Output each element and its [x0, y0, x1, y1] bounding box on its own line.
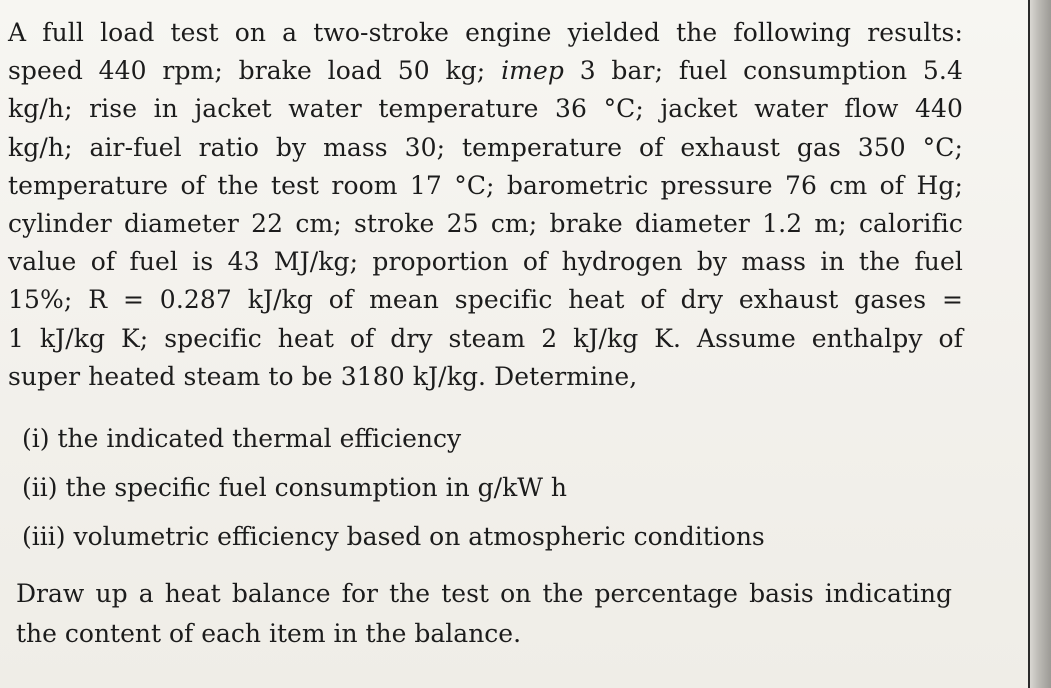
problem-line: value of fuel is 43 MJ/kg; proportion of hydrogen by mass in the fuel [8, 247, 963, 277]
footer-line: the content of each item in the balance. [16, 619, 522, 648]
part-i: (i) the indicated thermal efficiency [22, 424, 462, 453]
part-ii: (ii) the specific fuel consumption in g/kW h [22, 473, 567, 502]
problem-line: speed 440 rpm; brake load 50 kg; imep 3 bar; fuel consumption 5.4 [8, 56, 963, 86]
page-edge-shadow [1028, 0, 1051, 688]
problem-line: super heated steam to be 3180 kJ/kg. Determine, [8, 361, 638, 391]
problem-line: 1 kJ/kg K; specific heat of dry steam 2 kJ/kg K. Assume enthalpy of [8, 323, 963, 353]
footer-line: Draw up a heat balance for the test on the percentage basis indicating [16, 579, 952, 608]
question-parts [22, 414, 765, 561]
problem-line: kg/h; rise in jacket water temperature 36 °C; jacket water flow 440 [8, 94, 963, 124]
heat-balance-instruction [16, 574, 952, 654]
part-iii: (iii) volumetric efficiency based on atmospheric conditions [22, 522, 765, 551]
problem-line: cylinder diameter 22 cm; stroke 25 cm; brake diameter 1.2 m; calorific [8, 209, 963, 239]
problem-line: kg/h; air-fuel ratio by mass 30; temperature of exhaust gas 350 °C; [8, 132, 963, 162]
problem-line: 15%; R = 0.287 kJ/kg of mean specific heat of dry exhaust gases = [8, 285, 963, 315]
problem-statement [8, 14, 963, 396]
problem-line: A full load test on a two-stroke engine yielded the following results: [8, 18, 963, 47]
problem-line: temperature of the test room 17 °C; barometric pressure 76 cm of Hg; [8, 170, 963, 200]
